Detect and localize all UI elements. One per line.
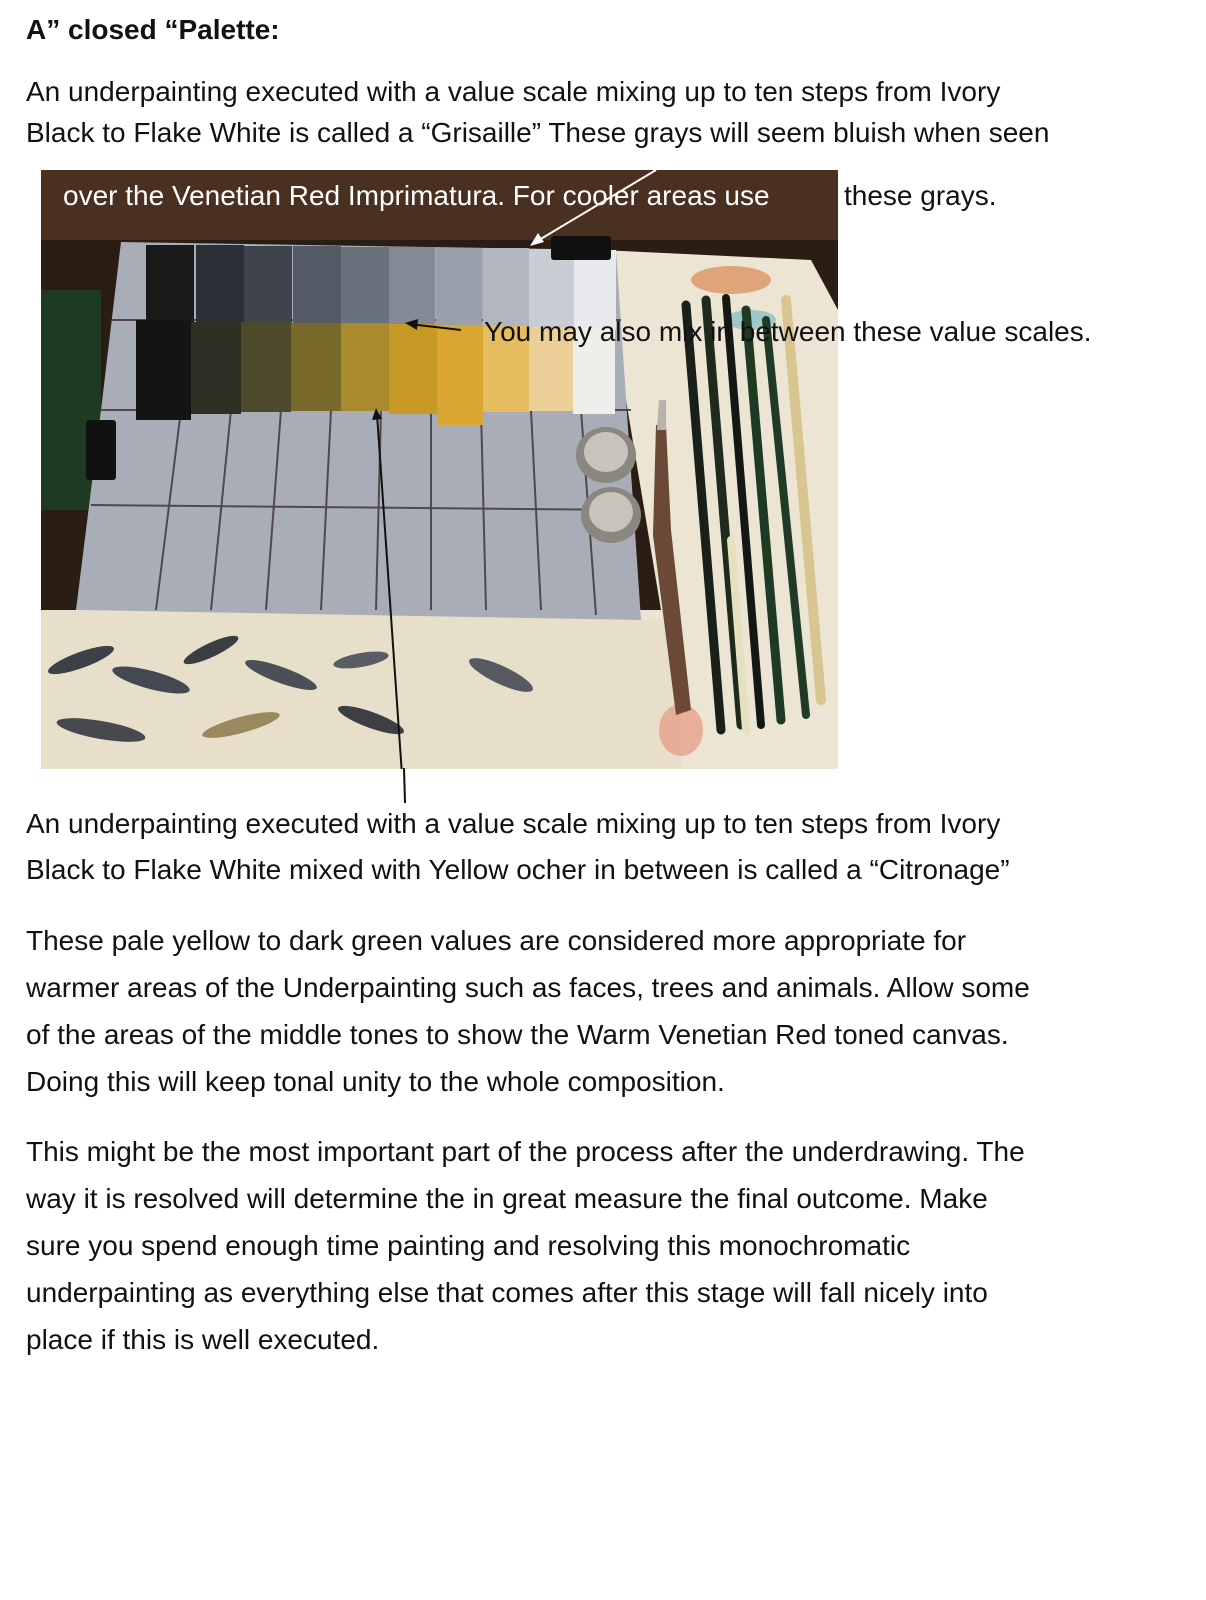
intro-line-2: Black to Flake White is called a “Grisaille” These grays will seem bluish when seen <box>26 117 1050 148</box>
photo-caption-mix: You may also mix in between these value scales. <box>484 316 1092 347</box>
photo-caption-over: over the Venetian Red Imprimatura. For cooler areas use <box>63 180 770 211</box>
page-title: A” closed “Palette: <box>26 14 280 45</box>
process-paragraph-line-4: underpainting as everything else that comes after this stage will fall nicely into <box>26 1277 988 1308</box>
warm-paragraph-line-1: These pale yellow to dark green values are considered more appropriate for <box>26 925 967 956</box>
warm-paragraph-line-3: of the areas of the middle tones to show the Warm Venetian Red toned canvas. <box>26 1019 1009 1050</box>
process-paragraph-line-2: way it is resolved will determine the in great measure the final outcome. Make <box>26 1183 988 1214</box>
citronage-line-2: Black to Flake White mixed with Yellow ocher in between is called a “Citronage” <box>26 854 1010 885</box>
photo-caption-grays: these grays. <box>844 180 997 211</box>
citronage-line-1: An underpainting executed with a value scale mixing up to ten steps from Ivory <box>26 808 1001 839</box>
intro-line-1: An underpainting executed with a value scale mixing up to ten steps from Ivory <box>26 76 1001 107</box>
warm-paragraph-line-2: warmer areas of the Underpainting such as faces, trees and animals. Allow some <box>26 972 1030 1003</box>
process-paragraph-line-5: place if this is well executed. <box>26 1324 380 1355</box>
warm-paragraph-line-4: Doing this will keep tonal unity to the whole composition. <box>26 1066 725 1097</box>
process-paragraph-line-1: This might be the most important part of the process after the underdrawing. The <box>26 1136 1025 1167</box>
process-paragraph-line-3: sure you spend enough time painting and resolving this monochromatic <box>26 1230 911 1261</box>
